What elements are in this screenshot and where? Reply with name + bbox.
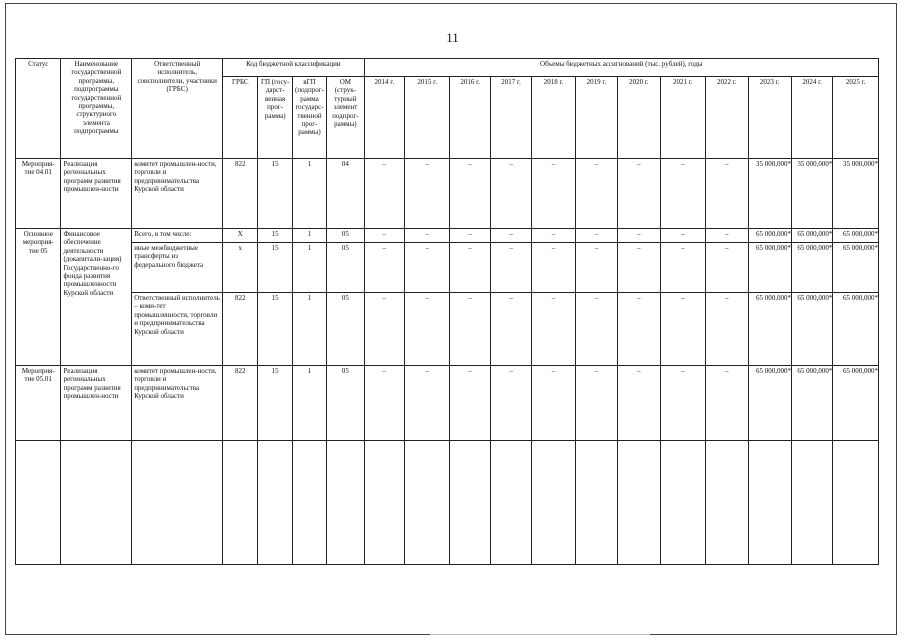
row-value: –: [706, 293, 748, 366]
row-name: Финансовое обеспечение деятельности (докапитали-зация) Государственно-го фонда развития промышленности Курской области: [61, 229, 132, 366]
row-grbs: 822: [223, 293, 258, 366]
row-value: –: [706, 366, 748, 441]
table-row: [16, 366, 879, 441]
row-value: –: [660, 366, 705, 441]
row-vgp: 1: [292, 293, 326, 366]
row-value: –: [364, 293, 404, 366]
header-year: 2024 г.: [791, 77, 832, 159]
header-grbs: ГРБС: [223, 77, 258, 159]
header-year: 2021 г.: [660, 77, 705, 159]
row-value: –: [575, 293, 617, 366]
row-executor: иные межбюджетные трансферты из федерального бюджета: [132, 243, 223, 293]
row-om: 05: [327, 293, 364, 366]
row-gp: 15: [258, 243, 292, 293]
row-value: –: [364, 159, 404, 229]
row-status: Основное мероприя-тие 05: [16, 229, 61, 366]
row-value: –: [706, 229, 748, 243]
table-row: [16, 293, 879, 366]
row-value: –: [450, 366, 490, 441]
row-grbs: Х: [223, 229, 258, 243]
row-value: –: [364, 243, 404, 293]
row-value: –: [532, 243, 575, 293]
header-year: 2015 г.: [404, 77, 449, 159]
row-vgp: 1: [292, 159, 326, 229]
row-value: 35 000,000*: [748, 159, 791, 229]
row-om: 05: [327, 243, 364, 293]
row-executor: Всего, в том числе:: [132, 229, 223, 243]
row-value: 65 000,000*: [833, 293, 879, 366]
page-number: 11: [446, 30, 459, 45]
row-value: 65 000,000*: [791, 366, 832, 441]
row-value: 65 000,000*: [833, 243, 879, 293]
row-value: –: [575, 243, 617, 293]
row-value: –: [618, 293, 660, 366]
row-executor: Ответственный исполнитель – коми-тет промышленности, торговли и предпринимательства Курской области: [132, 293, 223, 366]
row-value: 35 000,000*: [833, 159, 879, 229]
row-grbs: х: [223, 243, 258, 293]
header-year: 2025 г.: [833, 77, 879, 159]
row-om: 05: [327, 229, 364, 243]
row-value: –: [618, 243, 660, 293]
row-value: –: [575, 159, 617, 229]
row-gp: 15: [258, 229, 292, 243]
row-value: 65 000,000*: [748, 243, 791, 293]
row-value: –: [490, 229, 531, 243]
row-name: Реализация региональных программ развития промышлен-ности: [61, 159, 132, 229]
row-executor: комитет промышлен-ности, торговли и предпринимательства Курской области: [132, 159, 223, 229]
row-value: 65 000,000*: [791, 229, 832, 243]
row-grbs: 822: [223, 366, 258, 441]
row-value: –: [490, 366, 531, 441]
table-row: [16, 229, 879, 243]
row-value: 65 000,000*: [791, 243, 832, 293]
header-year: 2018 г.: [532, 77, 575, 159]
row-status: Мероприя-тие 05.01: [16, 366, 61, 441]
row-status: Мероприя-тие 04.01: [16, 159, 61, 229]
header-year: 2014 г.: [364, 77, 404, 159]
row-value: –: [618, 229, 660, 243]
row-value: 65 000,000*: [748, 293, 791, 366]
row-gp: 15: [258, 293, 292, 366]
row-value: –: [532, 366, 575, 441]
row-value: 65 000,000*: [791, 293, 832, 366]
header-year: 2022 г.: [706, 77, 748, 159]
row-om: 04: [327, 159, 364, 229]
row-value: –: [575, 366, 617, 441]
row-value: –: [450, 159, 490, 229]
row-value: –: [450, 243, 490, 293]
row-value: 65 000,000*: [833, 229, 879, 243]
header-year: 2020 г.: [618, 77, 660, 159]
row-value: –: [450, 293, 490, 366]
row-value: –: [660, 159, 705, 229]
header-gp: ГП (госу-дарст-венная прог-рамма): [258, 77, 292, 159]
header-name: Наименование государственной программы, подпрограммы государственной программы, структурного элемента подпрограммы: [61, 59, 132, 159]
row-value: –: [660, 243, 705, 293]
row-value: 65 000,000*: [748, 366, 791, 441]
row-name: Реализация региональных программ развития промышлен-ности: [61, 366, 132, 441]
row-value: –: [490, 243, 531, 293]
header-executor: Ответственный исполнитель, соисполнители, участники (ГРБС): [132, 59, 223, 159]
row-value: –: [532, 293, 575, 366]
row-value: –: [404, 159, 449, 229]
row-value: –: [706, 243, 748, 293]
row-om: 05: [327, 366, 364, 441]
header-budget-code: Код бюджетной классификации: [223, 59, 364, 77]
row-value: –: [660, 229, 705, 243]
row-value: –: [404, 243, 449, 293]
table-row-empty: [16, 441, 879, 565]
row-value: –: [575, 229, 617, 243]
header-volumes: Объемы бюджетных ассигнований (тыс. рублей), годы: [364, 59, 878, 77]
row-value: –: [490, 293, 531, 366]
row-value: –: [660, 293, 705, 366]
row-value: –: [618, 366, 660, 441]
budget-table: [15, 58, 879, 565]
row-vgp: 1: [292, 366, 326, 441]
header-year: 2016 г.: [450, 77, 490, 159]
scan-artifact: [430, 634, 650, 635]
row-value: 35 000,000*: [791, 159, 832, 229]
row-value: –: [532, 159, 575, 229]
table-row: [16, 243, 879, 293]
row-value: –: [404, 293, 449, 366]
row-value: –: [490, 159, 531, 229]
row-value: –: [618, 159, 660, 229]
row-gp: 15: [258, 366, 292, 441]
row-value: –: [364, 366, 404, 441]
row-gp: 15: [258, 159, 292, 229]
header-vgp: вГП (подпрог-рамма государс-твенной прог-раммы): [292, 77, 326, 159]
row-executor: комитет промышлен-ности, торговли и предпринимательства Курской области: [132, 366, 223, 441]
row-value: –: [450, 229, 490, 243]
header-om: ОМ (струк-турный элемент подпрог-раммы): [327, 77, 364, 159]
row-value: 65 000,000*: [748, 229, 791, 243]
row-value: –: [706, 159, 748, 229]
row-value: –: [404, 229, 449, 243]
row-vgp: 1: [292, 229, 326, 243]
table-row: [16, 159, 879, 229]
header-status: Статус: [16, 59, 61, 159]
header-year: 2017 г.: [490, 77, 531, 159]
row-vgp: 1: [292, 243, 326, 293]
header-year: 2023 г.: [748, 77, 791, 159]
row-value: –: [532, 229, 575, 243]
row-value: –: [404, 366, 449, 441]
row-value: –: [364, 229, 404, 243]
row-value: 65 000,000*: [833, 366, 879, 441]
row-grbs: 822: [223, 159, 258, 229]
header-year: 2019 г.: [575, 77, 617, 159]
